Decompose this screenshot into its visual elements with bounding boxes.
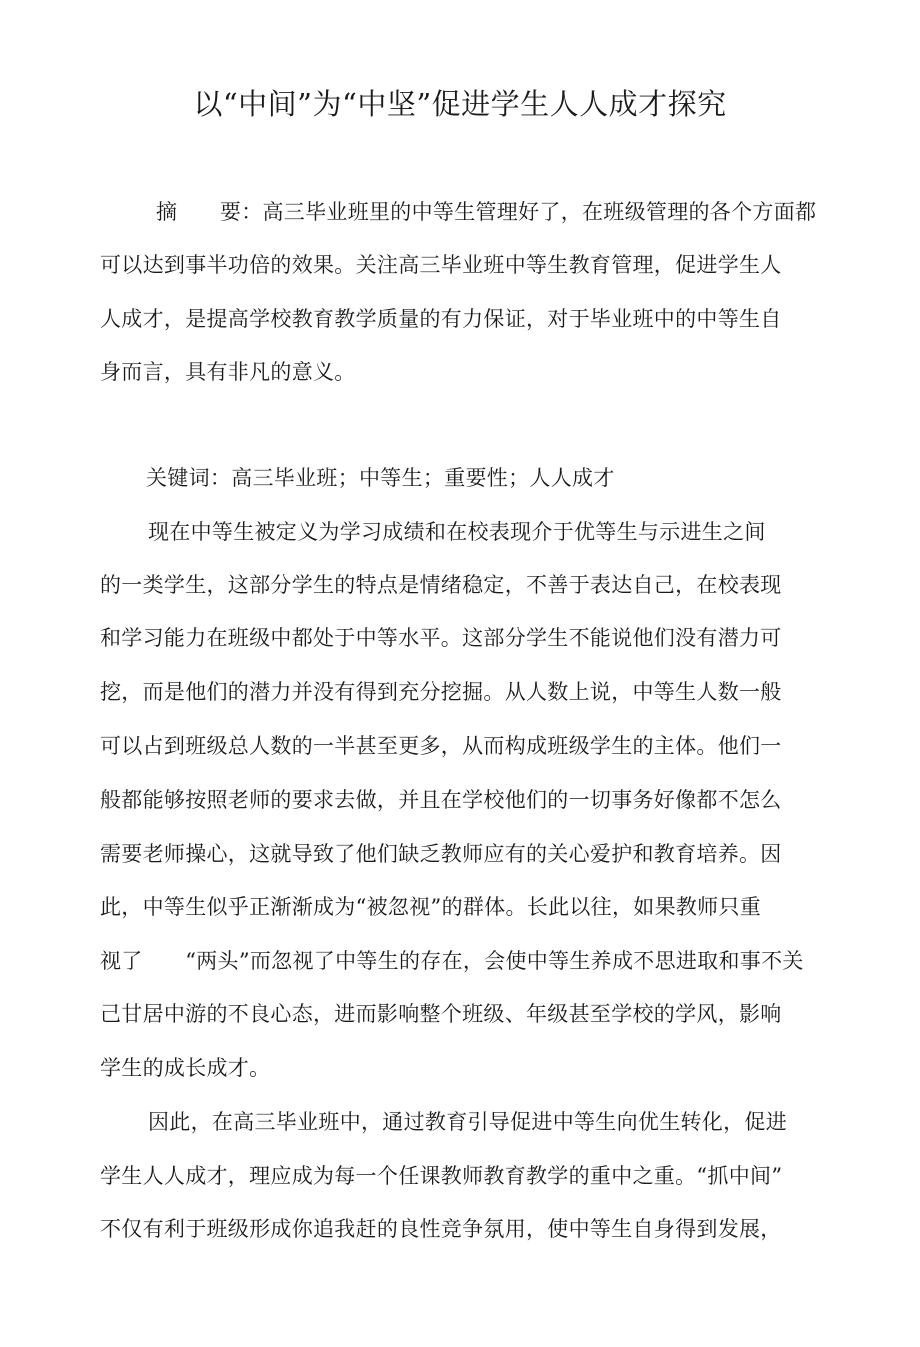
paragraph-line: 己甘居中游的不良心态，进而影响整个班级、年级甚至学校的学风，影响 [100,1002,782,1026]
paragraph-line: 现在中等生被定义为学习成绩和在校表现介于优等生与示进生之间 [148,520,766,544]
abstract-line: 身而言，具有非凡的意义。 [100,360,356,384]
paragraph-line: 的一类学生，这部分学生的特点是情绪稳定，不善于表达自己，在校表现 [100,573,782,597]
paragraph-line: 因此，在高三毕业班中，通过教育引导促进中等生向优生转化，促进 [148,1110,787,1134]
paragraph-line: 此，中等生似乎正渐渐成为“被忽视”的群体。长此以往，如果教师只重 [100,895,762,919]
abstract-line: 可以达到事半功倍的效果。关注高三毕业班中等生教育管理，促进学生人 [100,253,782,277]
abstract-line: 摘 要：高三毕业班里的中等生管理好了，在班级管理的各个方面都 [156,200,817,224]
paragraph-line: 不仅有利于班级形成你追我赶的良性竞争氛用，使中等生自身得到发展， [100,1217,782,1241]
paragraph-line: 和学习能力在班级中都处于中等水平。这部分学生不能说他们没有潜力可 [100,626,782,650]
paragraph-line: 可以占到班级总人数的一半甚至更多，从而构成班级学生的主体。他们一 [100,734,782,758]
abstract-line: 人成才，是提高学校教育教学质量的有力保证，对于毕业班中的中等生自 [100,307,782,331]
keywords-line: 关键词：高三毕业班；中等生；重要性；人人成才 [146,466,615,490]
paragraph-line: 学生人人成才，理应成为每一个任课教师教育教学的重中之重。“抓中间” [100,1164,783,1188]
paragraph-line: 学生的成长成才。 [100,1056,271,1080]
paragraph-line: 视了 “两头”而忽视了中等生的存在，会使中等生养成不思进取和事不关 [100,949,804,973]
page-title: 以“中间”为“中坚”促进学生人人成才探究 [193,87,727,121]
paragraph-line: 挖，而是他们的潜力并没有得到充分挖掘。从人数上说，中等生人数一般 [100,680,782,704]
paragraph-line: 般都能够按照老师的要求去做，并且在学校他们的一切事务好像都不怎么 [100,788,782,812]
paragraph-line: 需要老师操心，这就导致了他们缺乏教师应有的关心爱护和教育培养。因 [100,842,782,866]
